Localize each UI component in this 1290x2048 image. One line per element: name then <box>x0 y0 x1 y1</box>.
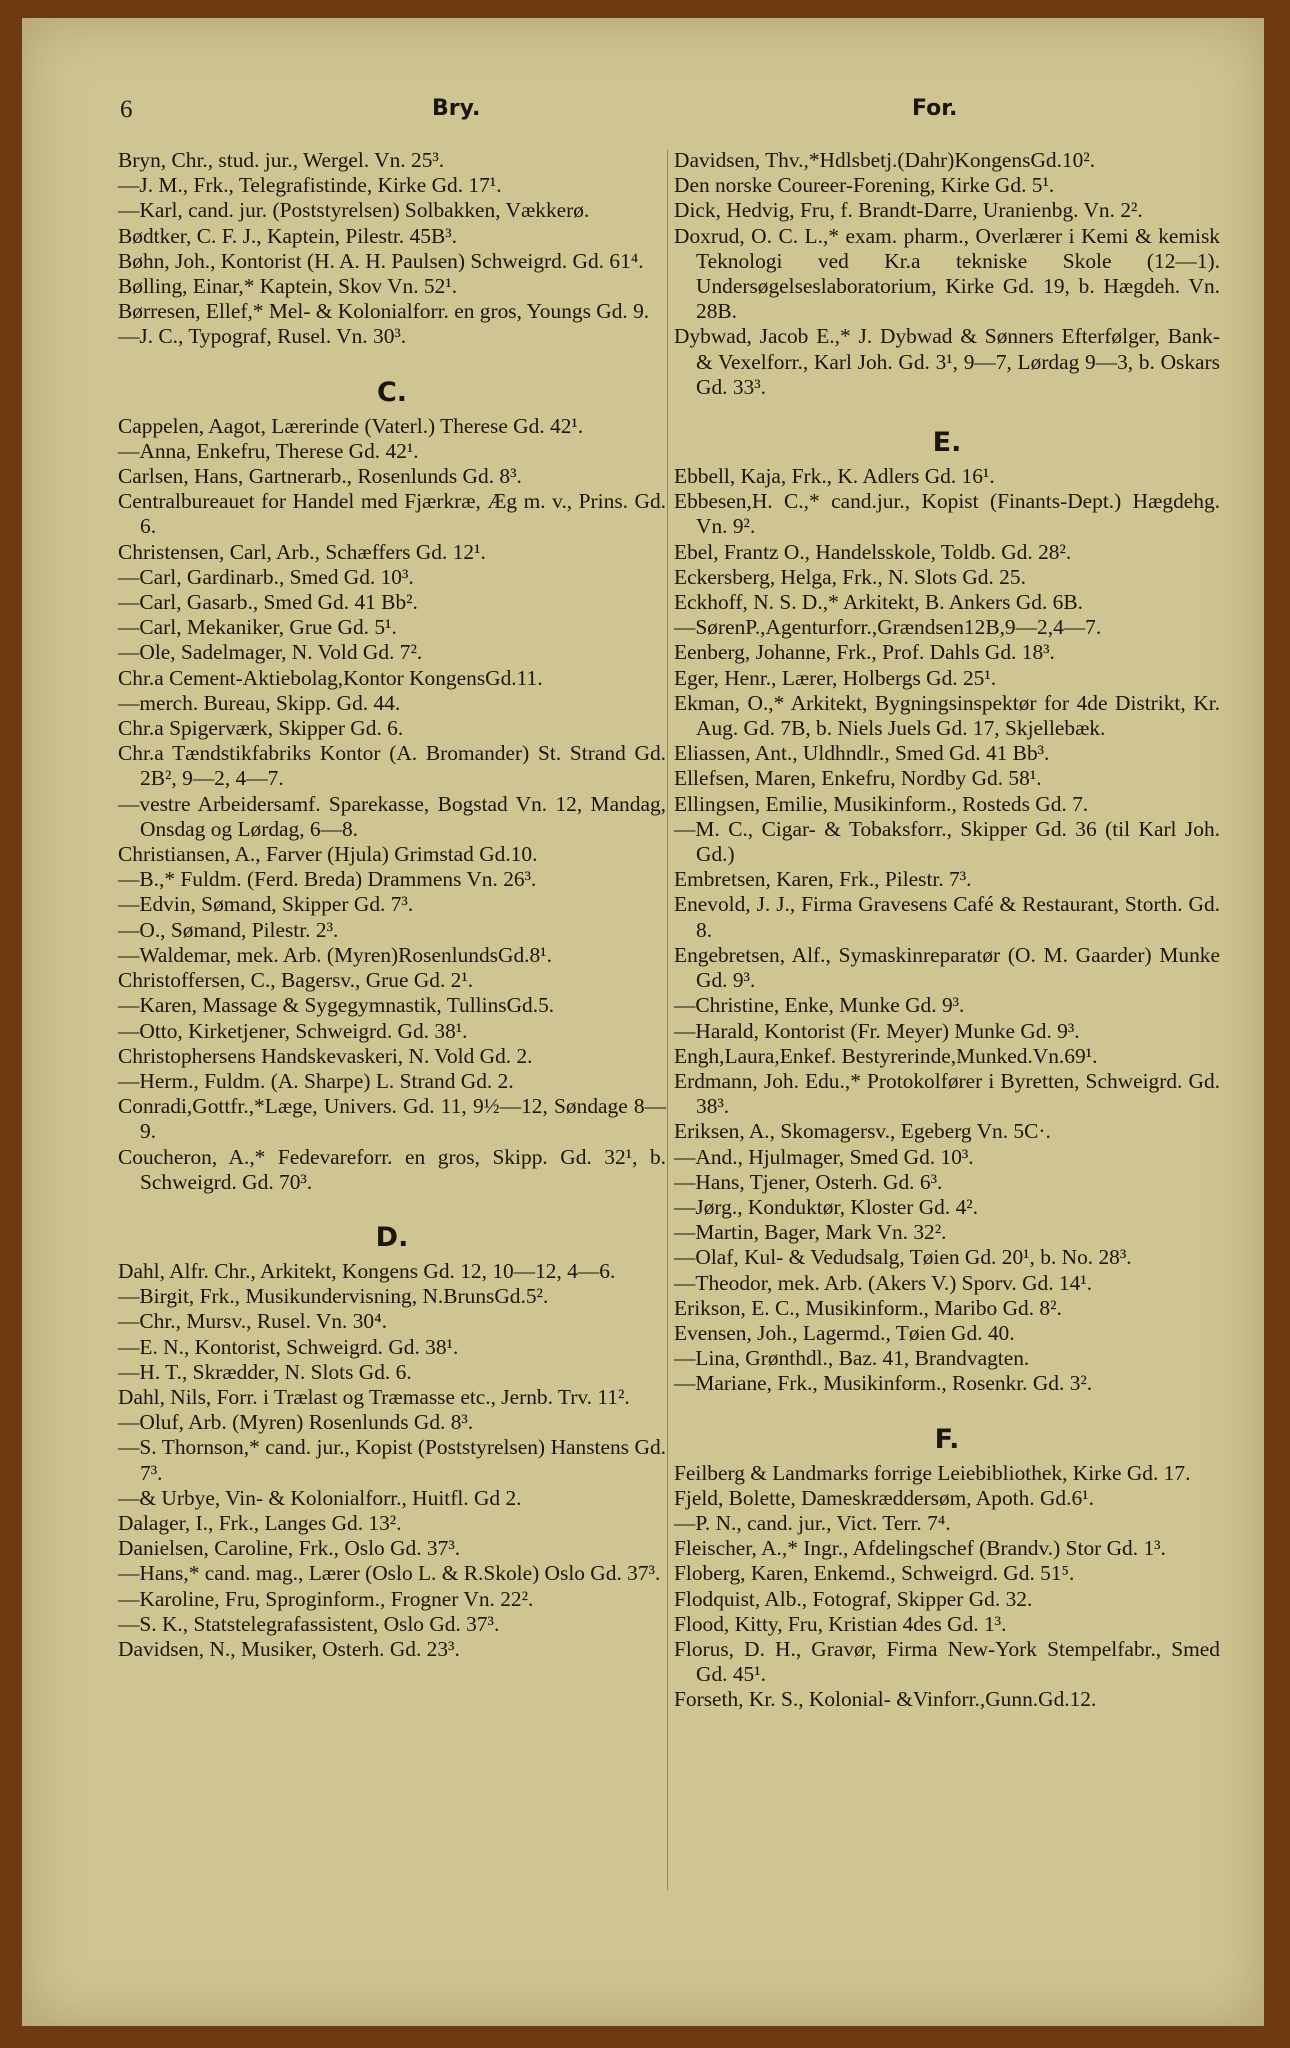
directory-entry: —Jørg., Konduktør, Kloster Gd. 4². <box>674 1194 979 1219</box>
directory-entry: Christophersens Handskevaskeri, N. Vold Gd. 2. <box>118 1043 533 1068</box>
directory-entry: Fjeld, Bolette, Dameskræddersøm, Apoth. Gd.6¹. <box>674 1485 1094 1510</box>
directory-entry: Embretsen, Karen, Frk., Pilestr. 7³. <box>674 867 972 892</box>
directory-entry: Davidsen, Thv.,*Hdlsbetj.(Dahr)KongensGd.10². <box>674 148 1096 172</box>
directory-entry: —Carl, Gardinarb., Smed Gd. 10³. <box>118 564 414 589</box>
directory-entry: —Mariane, Frk., Musikinform., Rosenkr. Gd. 3². <box>674 1371 1093 1396</box>
column-divider <box>667 150 668 1890</box>
directory-entry: —J. C., Typograf, Rusel. Vn. 30³. <box>118 324 407 349</box>
directory-entry: Erikson, E. C., Musikinform., Maribo Gd. 8². <box>674 1295 1062 1320</box>
directory-entry: —Karen, Massage & Sygegymnastik, TullinsGd.5. <box>118 993 555 1018</box>
directory-entry: Cappelen, Aagot, Lærerinde (Vaterl.) Therese Gd. 42¹. <box>118 413 584 438</box>
directory-entry: —H. T., Skrædder, N. Slots Gd. 6. <box>118 1359 412 1384</box>
directory-entry: Dick, Hedvig, Fru, f. Brandt-Darre, Uranienbg. Vn. 2². <box>674 198 1143 223</box>
directory-entry: Eger, Henr., Lærer, Holbergs Gd. 25¹. <box>674 665 997 690</box>
directory-entry: Christoffersen, C., Bagersv., Grue Gd. 2¹. <box>118 968 474 993</box>
directory-entry: Ekman, O.,* Arkitekt, Bygningsinspektør for 4de Distrikt, Kr. Aug. Gd. 7B, b. Niels Juels Gd. 17, Skjellebæk. <box>674 690 1220 741</box>
section-heading: F. <box>934 1423 960 1455</box>
directory-entry: Christiansen, A., Farver (Hjula) Grimstad Gd.10. <box>118 842 538 867</box>
directory-entry: Eriksen, A., Skomagersv., Egeberg Vn. 5C·. <box>674 1119 1051 1144</box>
directory-entry: Engh,Laura,Enkef. Bestyrerinde,Munked.Vn.69¹. <box>674 1043 1098 1068</box>
directory-entry: Eenberg, Johanne, Frk., Prof. Dahls Gd. 18³. <box>674 640 1055 665</box>
directory-entry: —S. Thornson,* cand. jur., Kopist (Poststyrelsen) Hanstens Gd. 7³. <box>118 1435 666 1485</box>
directory-entry: —Christine, Enke, Munke Gd. 9³. <box>674 993 965 1018</box>
directory-entry: —Lina, Grønthdl., Baz. 41, Brandvagten. <box>674 1346 1030 1371</box>
directory-entry: Erdmann, Joh. Edu.,* Protokolfører i Byretten, Schweigrd. Gd. 38³. <box>674 1068 1220 1119</box>
directory-entry: Ellefsen, Maren, Enkefru, Nordby Gd. 58¹. <box>674 766 1042 791</box>
section-heading: C. <box>376 376 408 408</box>
directory-entry: —Otto, Kirketjener, Schweigrd. Gd. 38¹. <box>118 1018 468 1043</box>
directory-entry: —Birgit, Frk., Musikundervisning, N.BrunsGd.5². <box>118 1284 549 1309</box>
directory-entry: Feilberg & Landmarks forrige Leiebibliothek, Kirke Gd. 17. <box>674 1460 1191 1485</box>
directory-entry: Coucheron, A.,* Fedevareforr. en gros, Skipp. Gd. 32¹, b. Schweigrd. Gd. 70³. <box>118 1144 666 1194</box>
directory-entry: —vestre Arbeidersamf. Sparekasse, Bogstad Vn. 12, Mandag, Onsdag og Lørdag, 6—8. <box>118 791 666 841</box>
directory-entry: Ellingsen, Emilie, Musikinform., Rosteds Gd. 7. <box>674 791 1089 816</box>
directory-entry: Doxrud, O. C. L.,* exam. pharm., Overlærer i Kemi & kemisk Teknologi ved Kr.a tekniske Skole (12—1). Undersøgelseslaboratorium, Kirke Gd. 19, b. Hægdeh. Vn. 28B. <box>674 223 1220 324</box>
directory-entry: Dahl, Alfr. Chr., Arkitekt, Kongens Gd. 12, 10—12, 4—6. <box>118 1258 616 1283</box>
directory-entry: Evensen, Joh., Lagermd., Tøien Gd. 40. <box>674 1320 1015 1345</box>
directory-entry: Dalager, I., Frk., Langes Gd. 13². <box>118 1510 402 1535</box>
directory-entry: —Hans,* cand. mag., Lærer (Oslo L. & R.Skole) Oslo Gd. 37³. <box>118 1561 661 1586</box>
directory-entry: Chr.a Tændstikfabriks Kontor (A. Bromander) St. Strand Gd. 2B², 9—2, 4—7. <box>118 741 666 791</box>
directory-entry: —J. M., Frk., Telegrafistinde, Kirke Gd. 17¹. <box>118 173 502 198</box>
directory-entry: Bødtker, C. F. J., Kaptein, Pilestr. 45B³. <box>118 223 457 248</box>
directory-entry: Ebbell, Kaja, Frk., K. Adlers Gd. 16¹. <box>674 464 995 489</box>
directory-entry: —merch. Bureau, Skipp. Gd. 44. <box>118 690 401 715</box>
page-number: 6 <box>120 96 133 123</box>
directory-entry: Davidsen, N., Musiker, Osterh. Gd. 23³. <box>118 1636 460 1661</box>
directory-entry: Ebbesen,H. C.,* cand.jur., Kopist (Finants-Dept.) Hægdehg. Vn. 9². <box>674 489 1220 539</box>
directory-entry: —Ole, Sadelmager, N. Vold Gd. 7². <box>118 640 423 665</box>
directory-entry: —Martin, Bager, Mark Vn. 32². <box>674 1220 947 1245</box>
directory-entry: Forseth, Kr. S., Kolonial- &Vinforr.,Gunn.Gd.12. <box>674 1687 1097 1712</box>
directory-entry: Florus, D. H., Gravør, Firma New-York Stempelfabr., Smed Gd. 45¹. <box>674 1636 1220 1687</box>
directory-entry: —Carl, Mekaniker, Grue Gd. 5¹. <box>118 615 397 640</box>
left-column <box>118 148 666 1662</box>
right-column <box>674 148 1220 1713</box>
directory-entry: —Herm., Fuldm. (A. Sharpe) L. Strand Gd. 2. <box>118 1068 514 1093</box>
directory-entry: —Karoline, Fru, Sproginform., Frogner Vn. 22². <box>118 1586 534 1611</box>
right-header-keyword: For. <box>912 96 958 121</box>
directory-entry: —Anna, Enkefru, Therese Gd. 42¹. <box>118 438 419 463</box>
directory-entry: Fleischer, A.,* Ingr., Afdelingschef (Brandv.) Stor Gd. 1³. <box>674 1536 1166 1561</box>
directory-entry: —And., Hjulmager, Smed Gd. 10³. <box>674 1144 974 1169</box>
directory-entry: Carlsen, Hans, Gartnerarb., Rosenlunds Gd. 8³. <box>118 464 522 489</box>
section-heading: D. <box>375 1221 409 1253</box>
section-heading: E. <box>932 427 962 459</box>
directory-entry: —M. C., Cigar- & Tobaksforr., Skipper Gd. 36 (til Karl Joh. Gd.) <box>674 816 1220 867</box>
directory-entry: Christensen, Carl, Arb., Schæffers Gd. 12¹. <box>118 539 486 564</box>
directory-entry: —O., Sømand, Pilestr. 2³. <box>118 917 339 942</box>
directory-entry: —Harald, Kontorist (Fr. Meyer) Munke Gd. 9³. <box>674 1018 1080 1043</box>
directory-entry: Eliassen, Ant., Uldhndlr., Smed Gd. 41 Bb³. <box>674 741 1050 766</box>
directory-entry: —Theodor, mek. Arb. (Akers V.) Sporv. Gd. 14¹. <box>674 1270 1093 1295</box>
directory-entry: Flood, Kitty, Fru, Kristian 4des Gd. 1³. <box>674 1611 1007 1636</box>
directory-entry: Dybwad, Jacob E.,* J. Dybwad & Sønners Efterfølger, Bank- & Vexelforr., Karl Joh. Gd. 3¹, 9—7, Lørdag 9—3, b. Oskars Gd. 33³. <box>674 324 1220 399</box>
directory-entry: Floberg, Karen, Enkemd., Schweigrd. Gd. 51⁵. <box>674 1561 1075 1586</box>
directory-entry: Ebel, Frantz O., Handelsskole, Toldb. Gd. 28². <box>674 539 1072 564</box>
directory-entry: Flodquist, Alb., Fotograf, Skipper Gd. 32. <box>674 1586 1033 1611</box>
directory-entry: Børresen, Ellef,* Mel- & Kolonialforr. en gros, Youngs Gd. 9. <box>118 299 650 324</box>
directory-entry: —Olaf, Kul- & Vedudsalg, Tøien Gd. 20¹, b. No. 28³. <box>674 1245 1132 1270</box>
directory-entry: Centralbureauet for Handel med Fjærkræ, Æg m. v., Prins. Gd. 6. <box>118 489 666 539</box>
directory-entry: Bølling, Einar,* Kaptein, Skov Vn. 52¹. <box>118 274 458 299</box>
directory-entry: Dahl, Nils, Forr. i Trælast og Træmasse etc., Jernb. Trv. 11². <box>118 1384 630 1409</box>
directory-entry: —& Urbye, Vin- & Kolonialforr., Huitfl. Gd 2. <box>118 1485 522 1510</box>
directory-entry: —Edvin, Sømand, Skipper Gd. 7³. <box>118 892 414 917</box>
directory-entry: Bryn, Chr., stud. jur., Wergel. Vn. 25³. <box>118 148 445 172</box>
directory-entry: Den norske Coureer-Forening, Kirke Gd. 5¹. <box>674 173 1055 198</box>
directory-entry: Eckhoff, N. S. D.,* Arkitekt, B. Ankers Gd. 6B. <box>674 590 1083 615</box>
directory-entry: —Hans, Tjener, Osterh. Gd. 6³. <box>674 1169 943 1194</box>
directory-entry: Conradi,Gottfr.,*Læge, Univers. Gd. 11, 9½—12, Søndage 8—9. <box>118 1094 666 1144</box>
directory-entry: —Oluf, Arb. (Myren) Rosenlunds Gd. 8³. <box>118 1410 474 1435</box>
directory-entry: —Carl, Gasarb., Smed Gd. 41 Bb². <box>118 590 418 615</box>
left-header-keyword: Bry. <box>432 96 481 121</box>
directory-entry: Eckersberg, Helga, Frk., N. Slots Gd. 25. <box>674 564 1026 589</box>
directory-entry: —Chr., Mursv., Rusel. Vn. 30⁴. <box>118 1309 387 1334</box>
directory-entry: Bøhn, Joh., Kontorist (H. A. H. Paulsen) Schweigrd. Gd. 61⁴. <box>118 248 644 273</box>
directory-entry: —E. N., Kontorist, Schweigrd. Gd. 38¹. <box>118 1334 459 1359</box>
directory-entry: Chr.a Spigerværk, Skipper Gd. 6. <box>118 716 404 741</box>
directory-entry: —SørenP.,Agenturforr.,Grændsen12B,9—2,4—7. <box>674 615 1102 640</box>
directory-entry: Danielsen, Caroline, Frk., Oslo Gd. 37³. <box>118 1536 461 1561</box>
directory-entry: —S. K., Statstelegrafassistent, Oslo Gd. 37³. <box>118 1611 500 1636</box>
directory-entry: —B.,* Fuldm. (Ferd. Breda) Drammens Vn. 26³. <box>118 867 537 892</box>
directory-entry: —Karl, cand. jur. (Poststyrelsen) Solbakken, Vækkerø. <box>118 198 590 223</box>
directory-entry: —P. N., cand. jur., Vict. Terr. 7⁴. <box>674 1510 951 1535</box>
directory-entry: Chr.a Cement-Aktiebolag,Kontor KongensGd.11. <box>118 665 543 690</box>
directory-entry: —Waldemar, mek. Arb. (Myren)RosenlundsGd.8¹. <box>118 942 552 967</box>
directory-entry: Enevold, J. J., Firma Gravesens Café & Restaurant, Storth. Gd. 8. <box>674 892 1220 942</box>
directory-entry: Engebretsen, Alf., Symaskinreparatør (O. M. Gaarder) Munke Gd. 9³. <box>674 942 1220 993</box>
